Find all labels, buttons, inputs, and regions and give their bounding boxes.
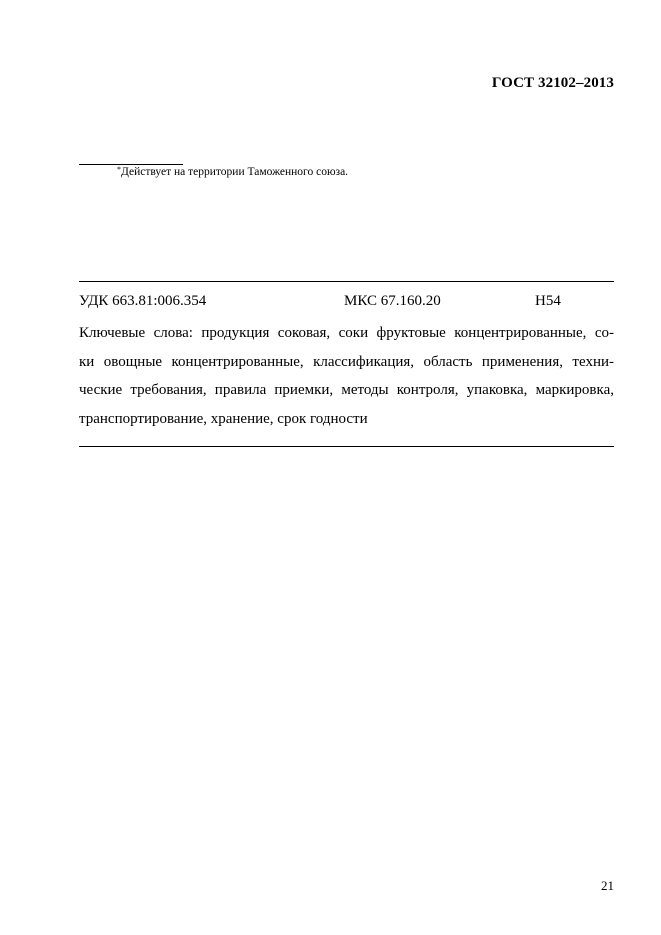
mks-code: МКС 67.160.20 <box>344 293 441 309</box>
udk-code: УДК 663.81:006.354 <box>79 293 207 309</box>
keywords-line: ки овощные концентрированные, классификация, область применения, техни- <box>79 353 614 370</box>
page-number: 21 <box>601 878 614 893</box>
footnote-separator <box>79 164 183 165</box>
footnote-text: Действует на территории Таможенного союза. <box>121 166 349 178</box>
okp-code: Н54 <box>535 293 561 309</box>
bibliographic-block-top-rule <box>79 281 614 282</box>
bibliographic-block-bottom-rule <box>79 446 614 447</box>
footnote-marker: * <box>117 165 121 174</box>
classification-row <box>79 293 614 313</box>
keywords-line: ческие требования, правила приемки, методы контроля, упаковка, маркировка, <box>79 382 614 398</box>
footnote <box>117 166 348 178</box>
keywords-line: транспортирование, хранение, срок годности <box>79 410 368 427</box>
keywords-line: Ключевые слова: продукция соковая, соки фруктовые концентрированные, со- <box>79 325 614 341</box>
page-header-standard-id: ГОСТ 32102–2013 <box>491 75 614 91</box>
keywords-paragraph <box>79 319 614 433</box>
